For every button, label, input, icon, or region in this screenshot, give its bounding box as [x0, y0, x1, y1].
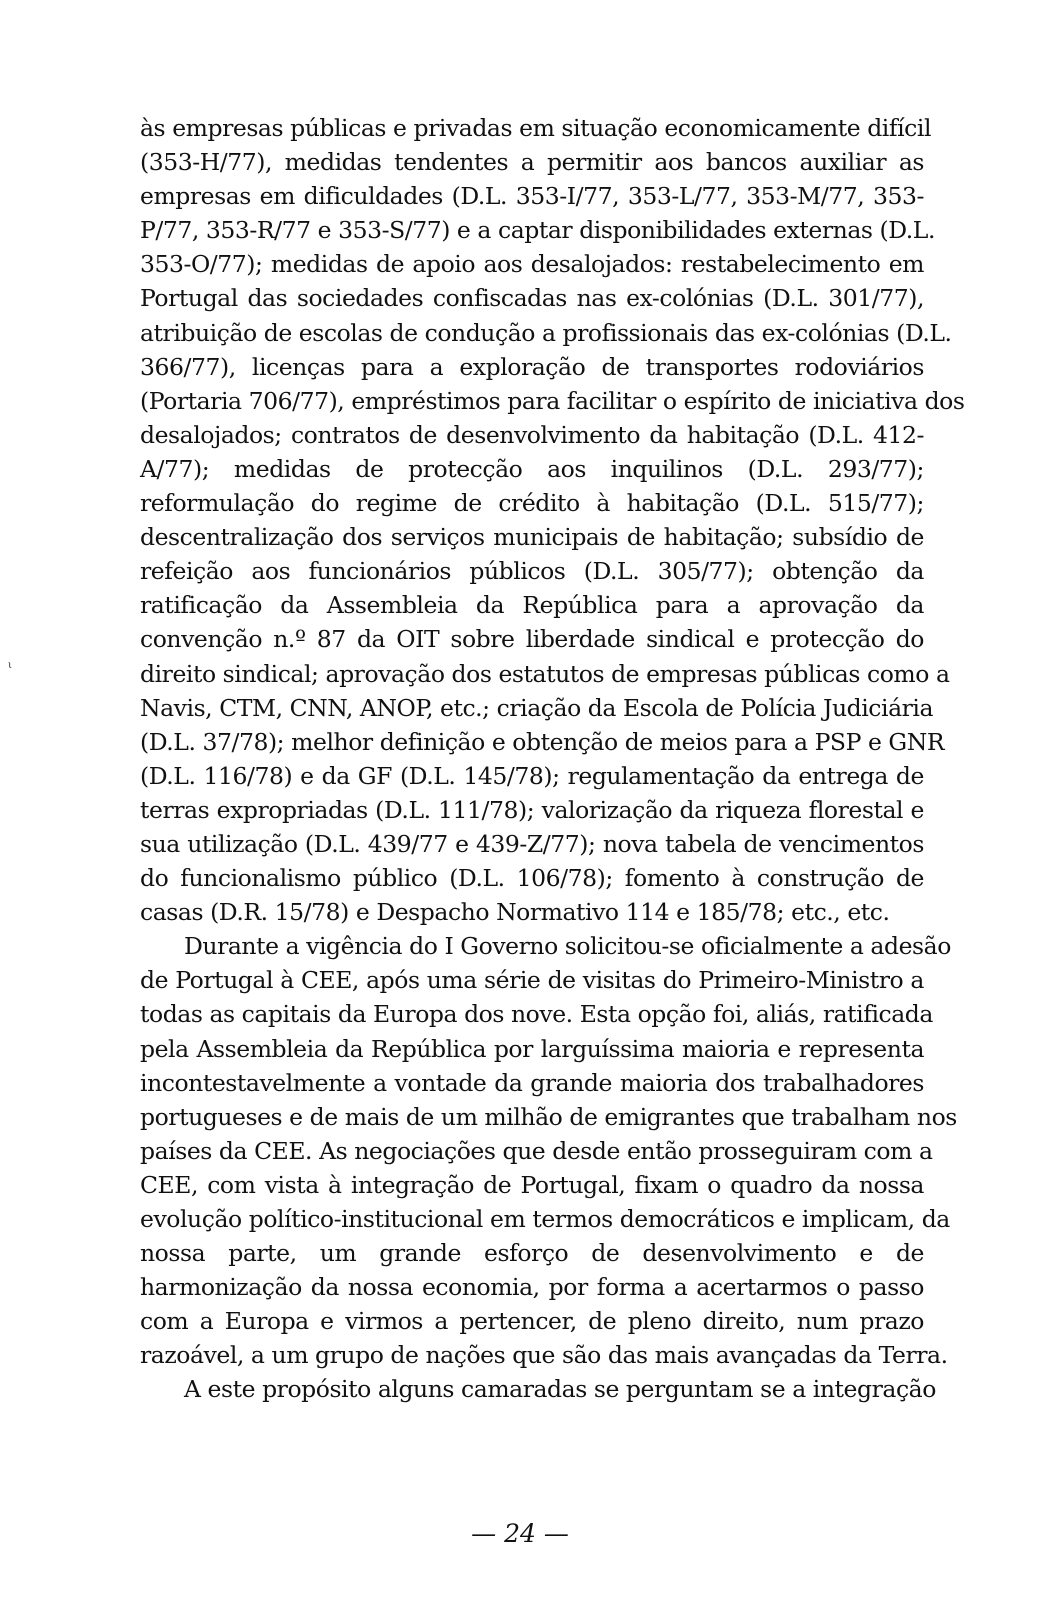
text-line: (Portaria 706/77), empréstimos para facilitar o espírito de iniciativa dos: [140, 386, 965, 415]
paragraph: [140, 929, 957, 1372]
text-line: desalojados; contratos de desenvolvimento da habitação (D.L. 412-: [140, 420, 924, 449]
page-number: — 24 —: [471, 1519, 569, 1548]
text-line: do funcionalismo público (D.L. 106/78); fomento à construção de: [140, 864, 924, 893]
text-line: descentralização dos serviços municipais de habitação; subsídio de: [140, 523, 924, 552]
text-line: direito sindical; aprovação dos estatutos de empresas públicas como a: [140, 659, 950, 688]
body-text: [140, 111, 965, 1407]
text-line: (353-H/77), medidas tendentes a permitir aos bancos auxiliar as: [140, 148, 924, 177]
text-line: razoável, a um grupo de nações que são das mais avançadas da Terra.: [140, 1341, 948, 1370]
text-line: às empresas públicas e privadas em situação economicamente difícil: [140, 114, 932, 142]
text-line: 353-O/77); medidas de apoio aos desalojados: restabelecimento em: [140, 250, 924, 279]
text-line: Durante a vigência do I Governo solicitou-se oficialmente a adesão: [184, 932, 951, 961]
paragraph: [140, 111, 965, 929]
text-line: convenção n.º 87 da OIT sobre liberdade sindical e protecção do: [140, 625, 924, 654]
scan-mark: ι: [8, 660, 12, 671]
text-line: refeição aos funcionários públicos (D.L. 305/77); obtenção da: [140, 557, 924, 586]
text-line: (D.L. 116/78) e da GF (D.L. 145/78); regulamentação da entrega de: [140, 761, 924, 790]
text-line: terras expropriadas (D.L. 111/78); valorização da riqueza florestal e: [140, 795, 924, 824]
text-line: Navis, CTM, CNN, ANOP, etc.; criação da Escola de Polícia Judiciária: [140, 693, 934, 722]
text-line: harmonização da nossa economia, por forma a acertarmos o passo: [140, 1273, 924, 1302]
text-line: portugueses e de mais de um milhão de emigrantes que trabalham nos: [140, 1102, 957, 1131]
text-line: pela Assembleia da República por larguíssima maioria e representa: [140, 1034, 924, 1063]
text-line: empresas em dificuldades (D.L. 353-I/77, 353-L/77, 353-M/77, 353-: [140, 182, 924, 211]
text-line: atribuição de escolas de condução a profissionais das ex-colónias (D.L.: [140, 318, 952, 347]
text-line: P/77, 353-R/77 e 353-S/77) e a captar disponibilidades externas (D.L.: [140, 216, 935, 245]
text-line: países da CEE. As negociações que desde então prosseguiram com a: [140, 1136, 933, 1165]
text-line: ratificação da Assembleia da República para a aprovação da: [140, 591, 924, 620]
text-line: sua utilização (D.L. 439/77 e 439-Z/77); nova tabela de vencimentos: [140, 829, 924, 858]
text-line: reformulação do regime de crédito à habitação (D.L. 515/77);: [140, 489, 924, 518]
text-line: incontestavelmente a vontade da grande maioria dos trabalhadores: [140, 1068, 924, 1097]
text-line: nossa parte, um grande esforço de desenvolvimento e de: [140, 1239, 924, 1268]
text-line: de Portugal à CEE, após uma série de visitas do Primeiro-Ministro a: [140, 966, 924, 995]
text-line: evolução político-institucional em termos democráticos e implicam, da: [140, 1205, 950, 1233]
text-line: todas as capitais da Europa dos nove. Esta opção foi, aliás, ratificada: [140, 1000, 933, 1029]
text-line: A/77); medidas de protecção aos inquilinos (D.L. 293/77);: [140, 454, 924, 483]
text-line: Portugal das sociedades confiscadas nas ex-colónias (D.L. 301/77),: [140, 284, 924, 313]
text-line: 366/77), licenças para a exploração de transportes rodoviários: [140, 352, 924, 381]
text-line: A este propósito alguns camaradas se perguntam se a integração: [184, 1375, 936, 1404]
text-line: casas (D.R. 15/78) e Despacho Normativo 114 e 185/78; etc., etc.: [140, 898, 890, 927]
text-line: CEE, com vista à integração de Portugal, fixam o quadro da nossa: [140, 1170, 924, 1199]
text-line: (D.L. 37/78); melhor definição e obtenção de meios para a PSP e GNR: [140, 727, 945, 756]
paragraph: [140, 1372, 936, 1406]
text-line: com a Europa e virmos a pertencer, de pleno direito, num prazo: [140, 1307, 924, 1336]
